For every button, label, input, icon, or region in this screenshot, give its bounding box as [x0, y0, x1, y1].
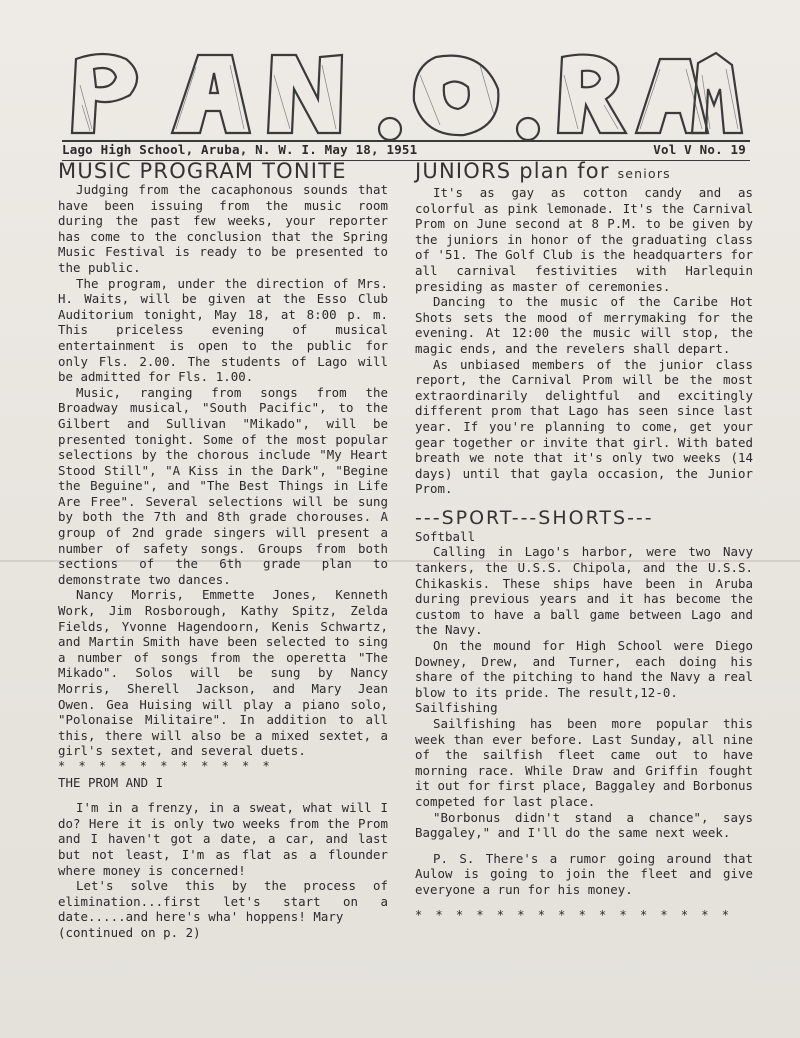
music-paragraph-4: Nancy Morris, Emmette Jones, Kenneth Work, Jim Rosborough, Kathy Spitz, Zelda Fields, Yvonne Hagendoorn, Kenis Schwartz, and Martin Smith have been selected to sing a number of songs from the operetta "The Mikado". Solos will be sung by Nancy Morris, Sherell Jackson, and Mary Jean Owen. Gea Huising will play a piano solo, "Polonaise Militaire". In addition to all this, there will also be a mixed sextet, a girl's sextet, and several duets. [58, 587, 388, 759]
music-paragraph-1: Judging from the cacaphonous sounds that have been issuing from the music room during the past few weeks, your reporter has come to the conclusion that the Spring Music Festival is ready to be presented to the public. [58, 182, 388, 275]
juniors-paragraph-1: It's as gay as cotton candy and as colorful as pink lemonade. It's the Carnival Prom on June second at 8 P.M. to be given by the juniors in honor of the graduating class of '51. The Golf Club is the headquarters for all carnival festivities with Harlequin presiding as master of ceremonies. [415, 185, 753, 294]
volume-number: Vol V No. 19 [653, 142, 746, 157]
sport-paragraph-1: Calling in Lago's harbor, were two Navy tankers, the U.S.S. Chipola, and the U.S.S. Chikaskis. These ships have been in Aruba during previous years and it has become the custom to have a ball game between Lago and the Navy. [415, 544, 753, 638]
juniors-paragraph-3: As unbiased members of the junior class report, the Carnival Prom will be the most extraordinarily delightful and excitingly different prom that Lago has seen since last year. If you're planning to come, get your gear together or invite that girl. With bated breath we note that it's only two weeks (14 days) until that gayla occasion, the Junior Prom. [415, 356, 753, 497]
masthead [60, 45, 750, 140]
right-column [415, 160, 753, 923]
masthead-logo [60, 45, 750, 140]
school-line: Lago High School, Aruba, N. W. I. May 18, 1951 [62, 142, 418, 157]
music-paragraph-3: Music, ranging from songs from the Broadway musical, "South Pacific", to the Gilbert and Sullivan "Mikado", will be presented tonight. Some of the most popular selections by the chorous include "My Heart Stood Still", "A Kiss in the Dark", "Begine the Beguine", and "The Best Things in Life Are Free". Several selections will be sung by both the 7th and 8th grade chorouses. A group of 2nd grade singers will present a number of safety songs. Groups from both sections of the 6th grade plan to demonstrate two dances. [58, 384, 388, 587]
prom-paragraph-1: I'm in a frenzy, in a sweat, what will I do? Here it is only two weeks from the Prom and I haven't got a date, a car, and last but not least, I'm as flat as a flounder where money is concerned! [58, 800, 388, 878]
sport-headline: ---SPORT---SHORTS--- [415, 506, 654, 529]
juniors-paragraph-2: Dancing to the music of the Caribe Hot Shots sets the mood of merrymaking for the evening. At 12:00 the music will stop, the magic ends, and the revelers shall depart. [415, 294, 753, 356]
issue-bar [62, 142, 750, 160]
sport-paragraph-4: "Borbonus didn't stand a chance", says Baggaley," and I'll do the same next week. [415, 809, 753, 841]
prom-continued: (continued on p. 2) [58, 924, 201, 940]
music-paragraph-2: The program, under the direction of Mrs. H. Waits, will be given at the Esso Club Auditorium tonight, May 18, at 8:00 p. m. This priceless evening of musical entertainment is open to the public for only Fls. 2.00. The students of Lago will be admitted for Fls. 1.00. [58, 275, 388, 385]
juniors-headline [415, 160, 753, 185]
music-stars: * * * * * * * * * * * [58, 758, 273, 773]
sport-postscript: P. S. There's a rumor going around that Aulow is going to join the fleet and give everyone a run for his money. [415, 850, 753, 897]
juniors-headline-sub: seniors [617, 166, 671, 181]
left-column [58, 160, 388, 941]
softball-subhead: Softball [415, 528, 476, 544]
sport-paragraph-2: On the mound for High School were Diego Downey, Drew, and Turner, each doing his share of the pitching to hand the Navy a real blow to its pride. The result,12-0. [415, 638, 753, 700]
prom-headline: THE PROM AND I [58, 774, 164, 790]
sport-paragraph-3: Sailfishing has been more popular this week than ever before. Last Sunday, all nine of the sailfish fleet came out to have morning race. While Draw and Griffin fought it out for first place, Baggaley and Borbonus competed for last place. [415, 716, 753, 809]
juniors-headline-main: JUNIORS plan for [415, 159, 610, 183]
prom-paragraph-2: Let's solve this by the process of elimination...first let's start on a date.....and here's wha' hoppens! Mary [58, 878, 388, 925]
sailfishing-subhead: Sailfishing [415, 700, 498, 716]
music-headline: MUSIC PROGRAM TONITE [58, 159, 347, 183]
sport-stars: * * * * * * * * * * * * * * * * [415, 907, 732, 922]
